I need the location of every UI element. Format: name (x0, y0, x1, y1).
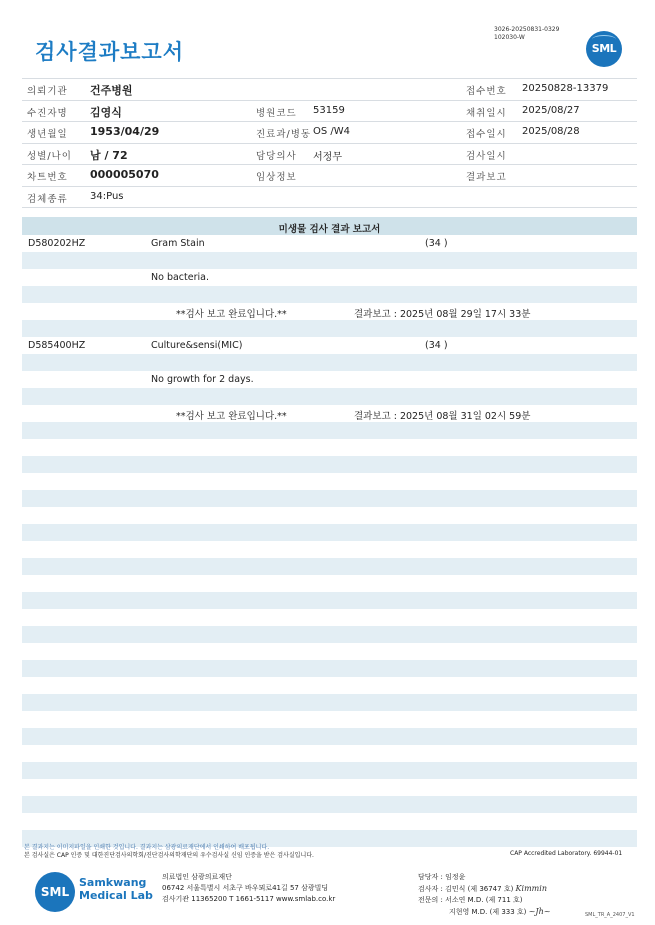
specimen-code: (34 ) (425, 340, 448, 351)
info-value: OS /W4 (313, 126, 351, 137)
result-line (22, 575, 637, 592)
result-line (22, 677, 637, 694)
staff-specialist-2-text: 지현영 M.D. (제 333 호) (449, 908, 527, 916)
result-line (22, 286, 637, 303)
lab-name: 의료법인 삼광의료재단 (162, 873, 232, 881)
section-title: 미생물 검사 결과 보고서 (278, 224, 381, 235)
result-line (22, 405, 637, 422)
info-label: 생년월일 (27, 129, 68, 140)
result-line (22, 643, 637, 660)
info-label: 검체종류 (27, 193, 68, 205)
samkwang-logo: SML (35, 872, 75, 912)
result-line (22, 507, 637, 524)
info-row (22, 144, 637, 166)
report-complete: **검사 보고 완료입니다.** (176, 411, 287, 422)
result-line (22, 694, 637, 711)
info-row (22, 122, 637, 144)
info-label: 결과보고 (466, 172, 507, 183)
info-value: 53159 (313, 104, 345, 116)
info-value: 2025/08/28 (522, 126, 580, 137)
staff-manager: 담당자 : 임정윤 (418, 873, 466, 881)
cap-accreditation: CAP Accredited Laboratory. 69944-01 (510, 850, 623, 857)
info-label: 검사일시 (466, 150, 507, 162)
result-line (22, 558, 637, 575)
result-line (22, 745, 637, 762)
staff-specialist-2 (418, 906, 550, 918)
specialist-signature: ~Jh~ (528, 907, 551, 916)
footer-note-image: 본 결과지는 이미지파일을 인쇄한 것입니다. 결과지는 삼광의료재단에서 인쇄하여 배포됩니다. (24, 844, 270, 851)
result-line (22, 779, 637, 796)
section-header (22, 217, 637, 235)
lab-street: 06742 서울특별시 서초구 바우뫼로41길 57 삼광빌딩 (162, 884, 329, 892)
result-line (22, 422, 637, 439)
report-time: 결과보고 : 2025년 08월 31일 02시 59분 (354, 411, 531, 422)
result-line (22, 711, 637, 728)
result-line (22, 592, 637, 609)
result-line (22, 626, 637, 643)
result-line (22, 456, 637, 473)
result-line (22, 524, 637, 541)
info-row (22, 165, 637, 187)
result-line (22, 303, 637, 320)
staff-tester-text: 검사자 : 김민식 (제 36747 호) (418, 885, 514, 893)
result-line (22, 269, 637, 286)
test-name: Gram Stain (151, 238, 205, 249)
result-line (22, 252, 637, 269)
result-line (22, 235, 637, 252)
result-lines (22, 217, 637, 847)
info-label: 수진자명 (27, 107, 68, 119)
lab-address (162, 872, 335, 905)
info-label: 차트번호 (27, 172, 68, 183)
brand-name (79, 876, 153, 902)
info-row (22, 101, 637, 123)
footer-note-accreditation: 본 검사실은 CAP 인증 및 대한진단검사의학회/진단검사의학재단의 우수검사실 신임 인증을 받은 검사실입니다. (24, 852, 314, 859)
lab-contact: 검사기관 11365200 T 1661-5117 www.smlab.co.kr (162, 895, 336, 903)
info-label: 채취일시 (466, 107, 507, 119)
document-number-line-2: 102030-W (494, 34, 525, 41)
info-value: 건주병원 (90, 84, 133, 97)
specimen-code: (34 ) (425, 238, 448, 249)
info-value: 20250828-13379 (522, 83, 609, 94)
info-label: 성별/나이 (27, 150, 72, 162)
staff-specialist-1: 전문의 : 서소연 M.D. (제 711 호) (418, 896, 523, 904)
info-value: 서정무 (313, 151, 342, 163)
test-code: D580202HZ (28, 238, 86, 249)
tester-signature: Kimmin (515, 884, 547, 893)
result-text: No growth for 2 days. (151, 374, 254, 385)
staff-list (418, 872, 550, 918)
info-value: 1953/04/29 (90, 125, 160, 138)
result-line (22, 490, 637, 507)
result-line (22, 320, 637, 337)
info-label: 의뢰기관 (27, 86, 68, 97)
page-title: 검사결과보고서 (35, 40, 185, 64)
result-line (22, 609, 637, 626)
report-complete: **검사 보고 완료입니다.** (176, 309, 287, 320)
document-number-line-1: 3026-20250831-0329 (494, 26, 560, 33)
result-line (22, 796, 637, 813)
document-number (494, 26, 559, 42)
test-code: D585400HZ (28, 340, 86, 351)
info-row (22, 78, 637, 101)
result-line (22, 473, 637, 490)
brand-name-line-2: Medical Lab (79, 889, 153, 902)
info-label: 임상정보 (256, 172, 297, 183)
result-line (22, 762, 637, 779)
result-line (22, 541, 637, 558)
info-value: 남 / 72 (90, 148, 128, 162)
report-time: 결과보고 : 2025년 08월 29일 17시 33분 (354, 309, 531, 320)
form-number: SML_TR_A_2407_V1 (585, 912, 635, 918)
result-line (22, 371, 637, 388)
info-label: 접수번호 (466, 86, 507, 97)
sml-logo: SML (586, 31, 622, 67)
info-value: 34:Pus (90, 190, 124, 202)
brand-name-line-1: Samkwang (79, 876, 147, 889)
result-text: No bacteria. (151, 272, 209, 283)
result-line (22, 337, 637, 354)
info-value: 2025/08/27 (522, 104, 580, 116)
info-label: 진료과/병동 (256, 129, 312, 140)
result-line (22, 813, 637, 830)
staff-tester (418, 883, 550, 895)
info-label: 담당의사 (256, 150, 297, 162)
info-label: 병원코드 (256, 107, 297, 119)
patient-info-table (22, 78, 637, 208)
info-row (22, 187, 637, 209)
result-line (22, 388, 637, 405)
result-line (22, 728, 637, 745)
result-line (22, 660, 637, 677)
info-value: 김영식 (90, 105, 122, 119)
result-line (22, 354, 637, 371)
info-label: 접수일시 (466, 129, 507, 140)
test-name: Culture&sensi(MIC) (151, 340, 243, 351)
info-value: 000005070 (90, 168, 159, 181)
result-line (22, 439, 637, 456)
